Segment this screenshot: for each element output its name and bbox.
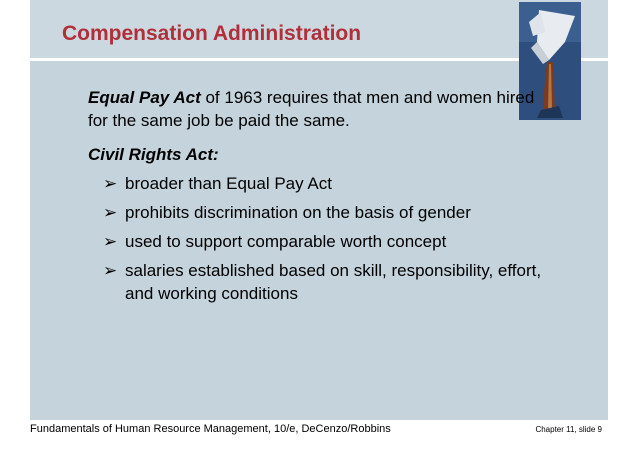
footer-book-citation: Fundamentals of Human Resource Management, 10/e, DeCenzo/Robbins [30,423,391,435]
bullet-item [103,172,558,195]
arrow-bullet-icon: ➢ [103,232,118,251]
bullet-item [103,259,558,305]
bullet-item [103,201,558,224]
civil-rights-bullet-list [88,172,558,305]
equal-pay-paragraph [88,86,558,132]
bullet-item [103,230,558,253]
bullet-text: prohibits discrimination on the basis of gender [125,203,471,222]
arrow-bullet-icon: ➢ [103,203,118,222]
arrow-bullet-icon: ➢ [103,261,118,280]
arrow-bullet-icon: ➢ [103,174,118,193]
equal-pay-act-text: of 1963 requires that men and women hired for the same job be paid the same. [88,88,535,130]
footer-slide-number: Chapter 11, slide 9 [535,425,602,434]
slide-body [88,86,558,311]
bullet-text: salaries established based on skill, responsibility, effort, and working conditions [125,261,542,303]
slide [30,0,608,452]
equal-pay-act-term: Equal Pay Act [88,88,201,107]
civil-rights-heading: Civil Rights Act: [88,145,219,164]
bullet-text: used to support comparable worth concept [125,232,447,251]
bullet-text: broader than Equal Pay Act [125,174,332,193]
slide-title: Compensation Administration [62,22,362,45]
